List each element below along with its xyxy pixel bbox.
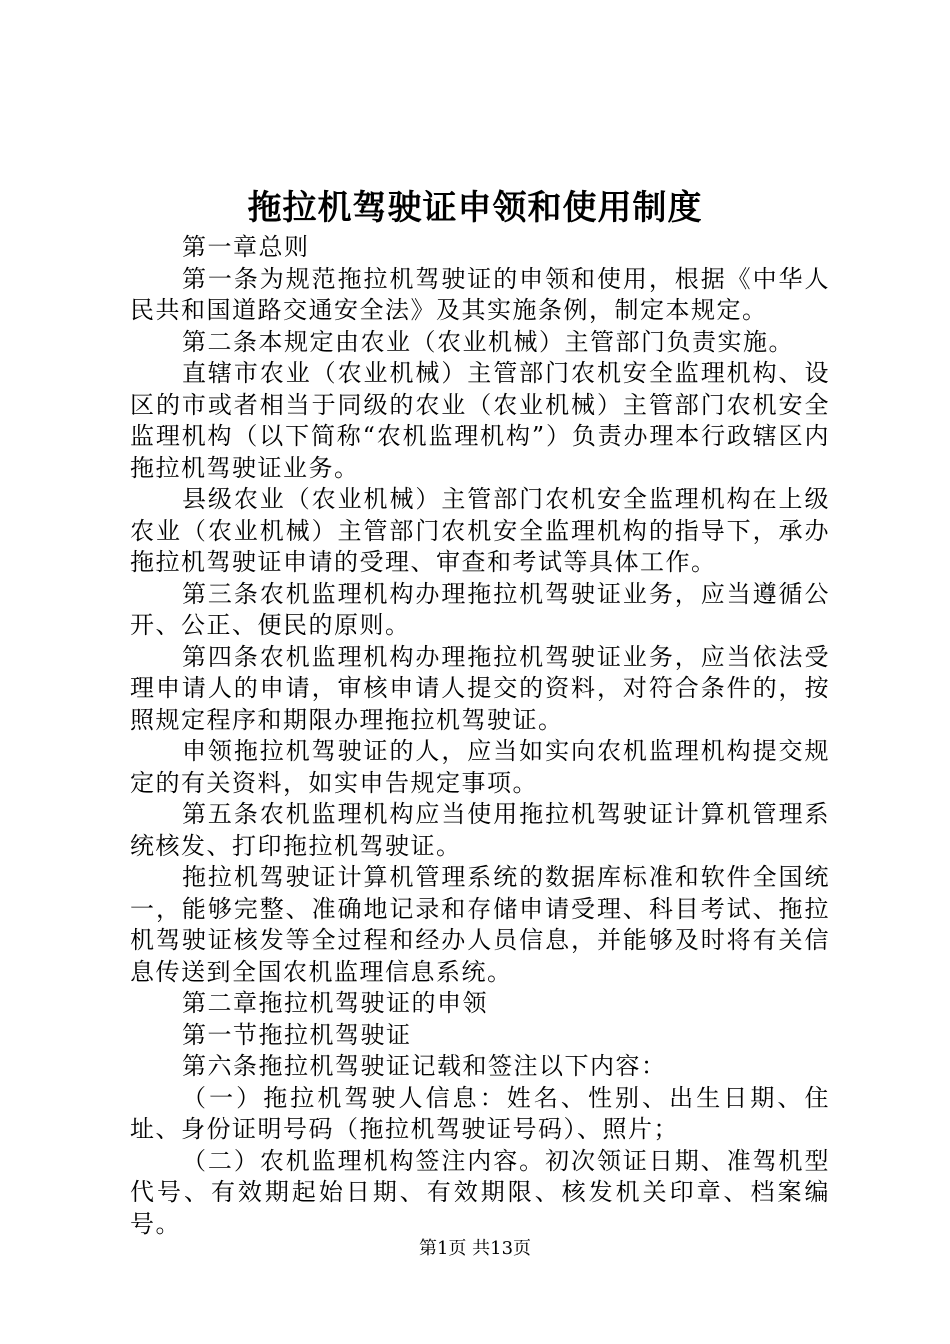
- paragraph: 第三条农机监理机构办理拖拉机驾驶证业务，应当遵循公开、公正、便民的原则。: [130, 579, 830, 639]
- paragraph: 第一条为规范拖拉机驾驶证的申领和使用，根据《中华人民共和国道路交通安全法》及其实施条例，制定本规定。: [130, 264, 830, 324]
- paragraph: 县级农业（农业机械）主管部门农机安全监理机构在上级农业（农业机械）主管部门农机安全监理机构的指导下，承办拖拉机驾驶证申请的受理、审查和考试等具体工作。: [130, 485, 830, 576]
- paragraph: 申领拖拉机驾驶证的人，应当如实向农机监理机构提交规定的有关资料，如实申告规定事项。: [130, 737, 830, 797]
- paragraph: 第一章总则: [182, 233, 310, 261]
- page-footer: 第1页 共13页: [418, 1238, 532, 1259]
- paragraph: 第四条农机监理机构办理拖拉机驾驶证业务，应当依法受理申请人的申请，审核申请人提交的资料，对符合条件的，按照规定程序和期限办理拖拉机驾驶证。: [130, 642, 830, 734]
- paragraph: 第五条农机监理机构应当使用拖拉机驾驶证计算机管理系统核发、打印拖拉机驾驶证。: [130, 800, 830, 860]
- paragraph: 直辖市农业（农业机械）主管部门农机安全监理机构、设区的市或者相当于同级的农业（农业机械）主管部门农机安全监理机构（以下简称“农机监理机构”）负责办理本行政辖区内拖拉机驾驶证业务。: [130, 359, 830, 482]
- paragraph: （二）农机监理机构签注内容。初次领证日期、准驾机型代号、有效期起始日期、有效期限、核发机关印章、档案编号。: [130, 1146, 830, 1238]
- document-body: [130, 232, 830, 1240]
- document-title: 拖拉机驾驶证申领和使用制度: [247, 188, 703, 228]
- paragraph: （一）拖拉机驾驶人信息：姓名、性别、出生日期、住址、身份证明号码（拖拉机驾驶证号码）、照片；: [130, 1083, 830, 1143]
- paragraph: 第二条本规定由农业（农业机械）主管部门负责实施。: [182, 327, 794, 356]
- paragraph: 第一节拖拉机驾驶证: [182, 1020, 412, 1049]
- paragraph: 拖拉机驾驶证计算机管理系统的数据库标准和软件全国统一，能够完整、准确地记录和存储申请受理、科目考试、拖拉机驾驶证核发等全过程和经办人员信息，并能够及时将有关信息传送到全国农机监理信息系统。: [130, 863, 830, 986]
- paragraph: 第二章拖拉机驾驶证的申领: [182, 989, 488, 1017]
- paragraph: 第六条拖拉机驾驶证记载和签注以下内容：: [182, 1052, 667, 1080]
